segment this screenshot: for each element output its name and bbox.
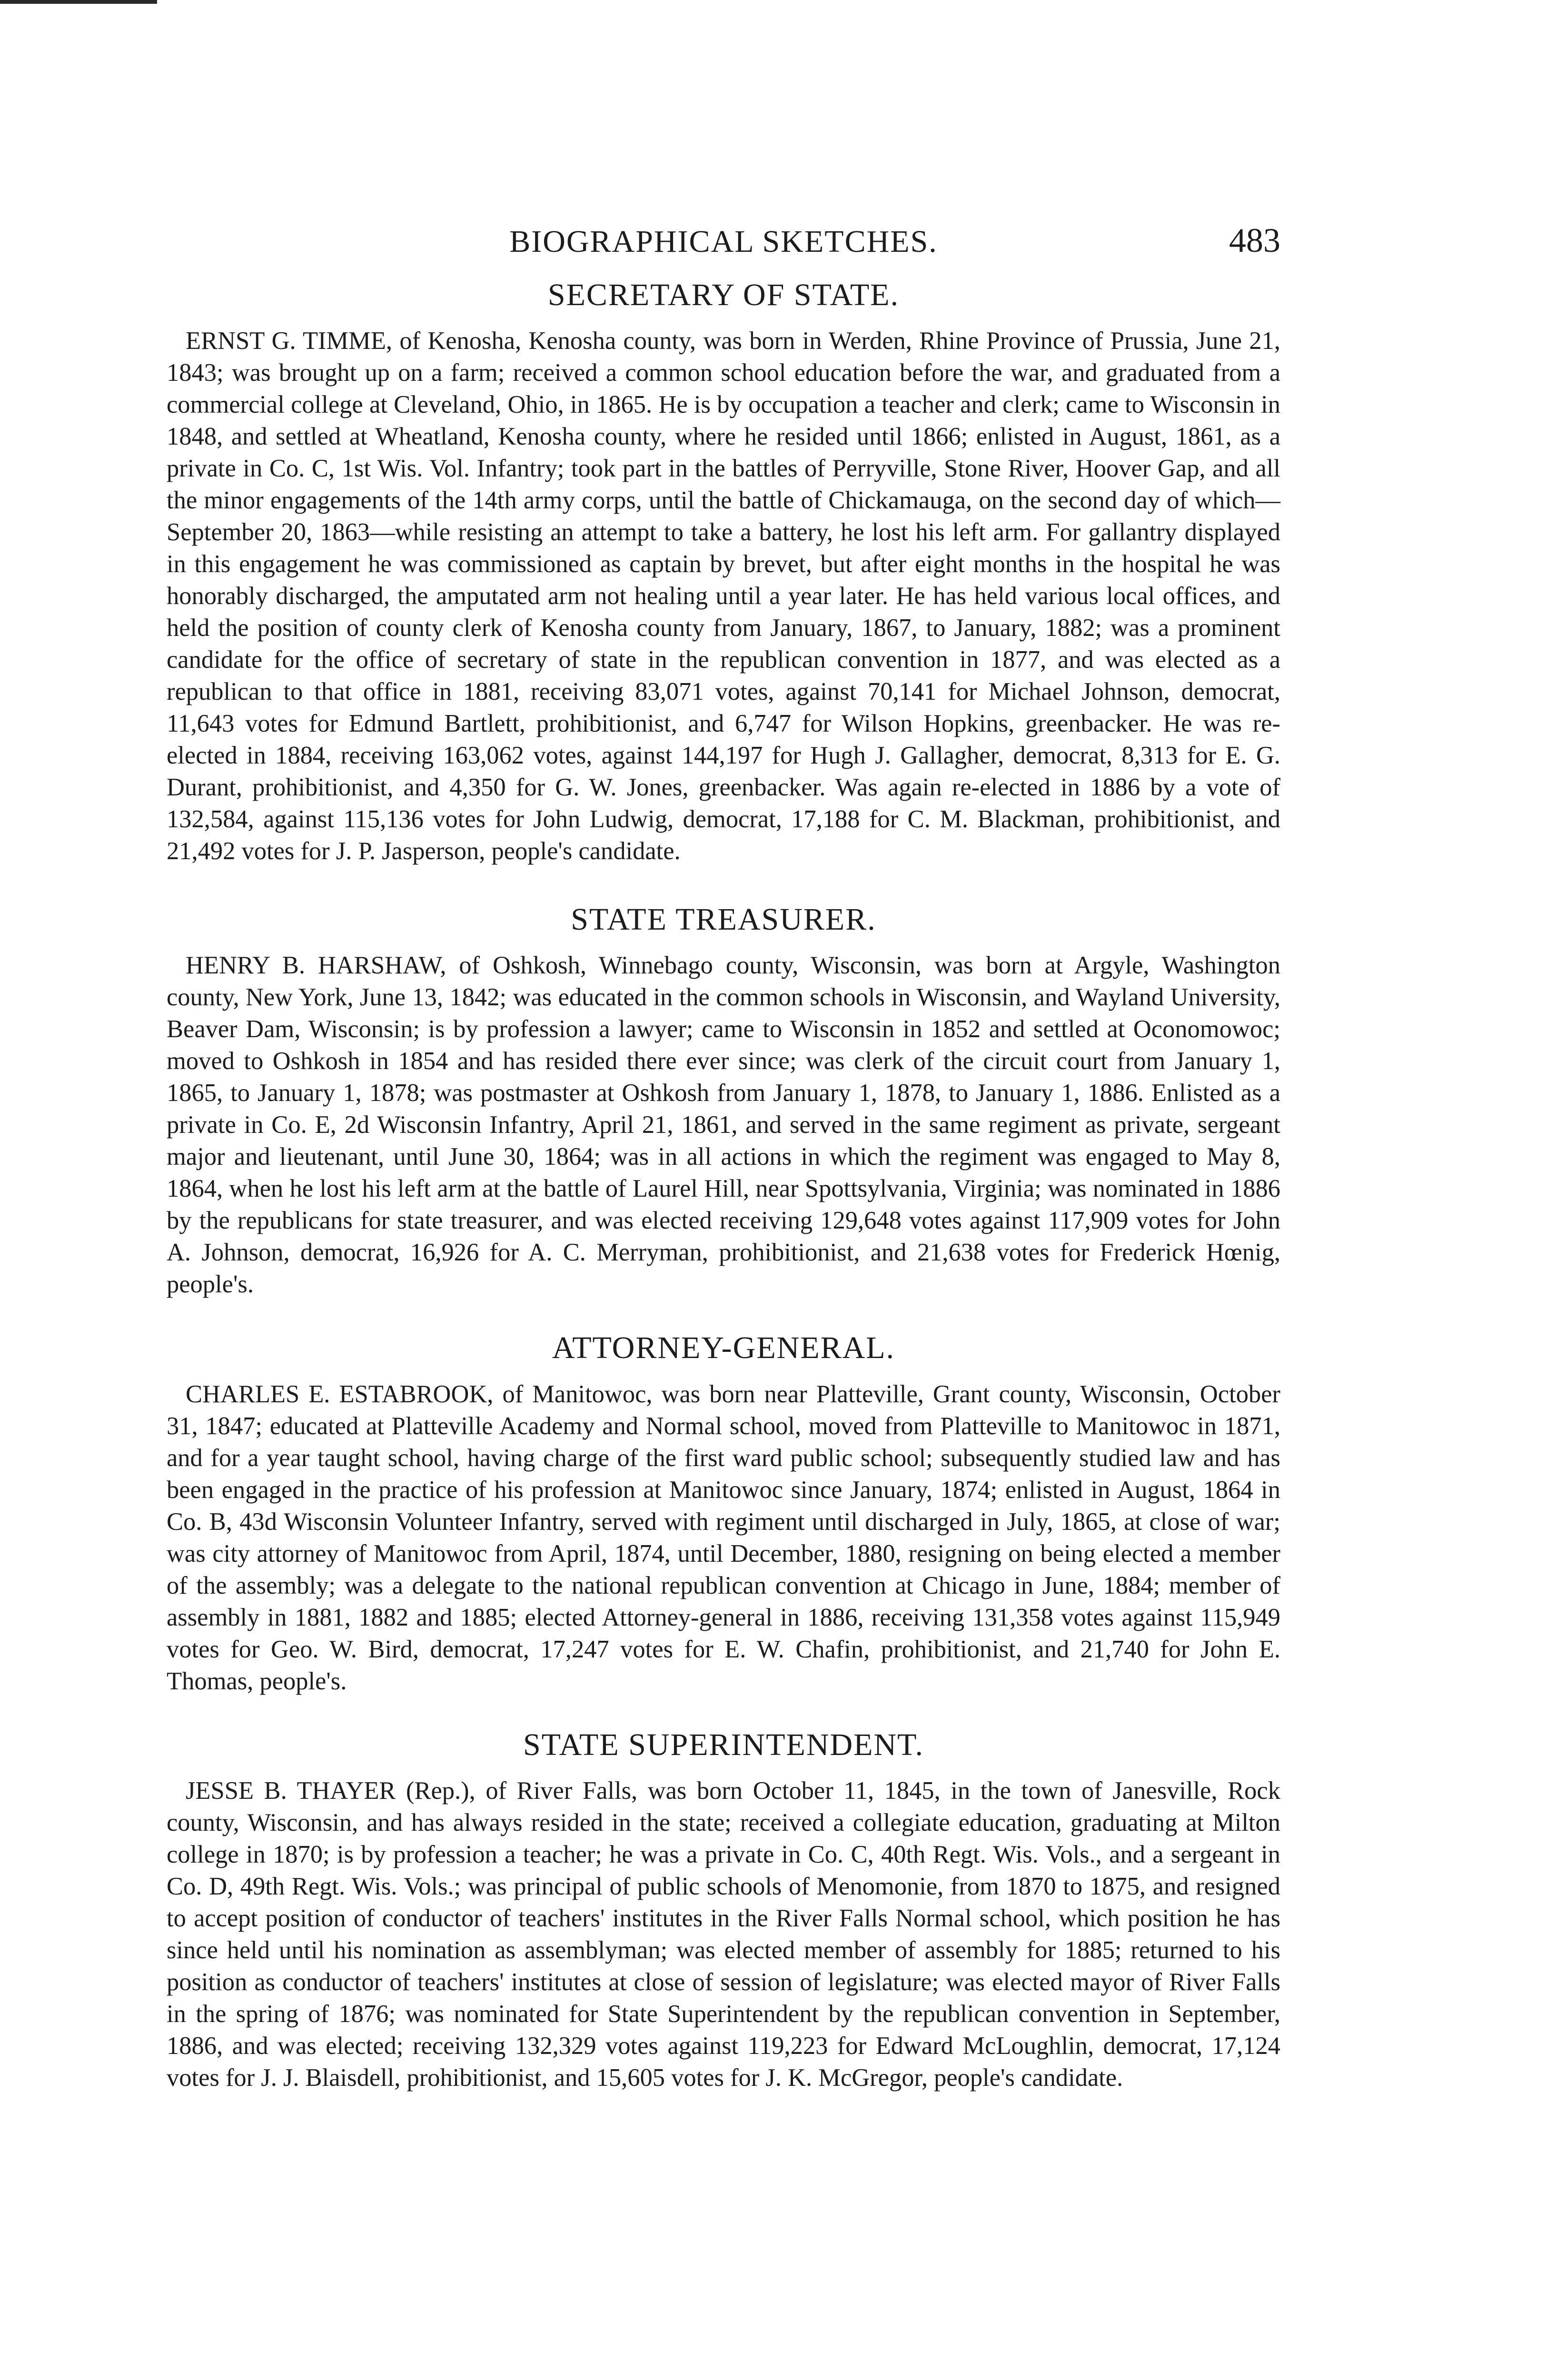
top-edge-rule xyxy=(0,0,157,4)
section-state-treasurer xyxy=(167,901,1280,1300)
running-header xyxy=(167,221,1280,276)
section-heading: STATE TREASURER. xyxy=(571,902,876,937)
page-number: 483 xyxy=(1229,221,1280,259)
section-body: HENRY B. HARSHAW, of Oshkosh, Winnebago county, Wisconsin, was born at Argyle, Washington county, New York, June 13, 1842; was educated in the common schools in Wisconsin, and Wayland University, Beaver Dam, Wisconsin; is by profession a lawyer; came to Wisconsin in 1852 and settled at Oconomowoc; moved to Oshkosh in 1854 and has resided there ever since; was clerk of the circuit court from January 1, 1865, to January 1, 1878; was postmaster at Oshkosh from January 1, 1878, to January 1, 1886. Enlisted as a private in Co. E, 2d Wisconsin Infantry, April 21, 1861, and served in the same regiment as private, sergeant major and lieutenant, until June 30, 1864; was in all actions in which the regiment was engaged to May 8, 1864, when he lost his left arm at the battle of Laurel Hill, near Spottsylvania, Virginia; was nominated in 1886 by the republicans for state treasurer, and was elected receiving 129,648 votes against 117,909 votes for John A. Johnson, democrat, 16,926 for A. C. Merryman, prohibitionist, and 21,638 votes for Frederick Hœnig, people's. xyxy=(167,952,1280,1299)
section-heading: SECRETARY OF STATE. xyxy=(547,278,900,312)
section-attorney-general xyxy=(167,1329,1280,1697)
section-heading: ATTORNEY-GENERAL. xyxy=(552,1330,895,1366)
section-body: CHARLES E. ESTABROOK, of Manitowoc, was born near Platteville, Grant county, Wisconsin, October 31, 1847; educated at Platteville Academy and Normal school, moved from Platteville to Manitowoc in 1871, and for a year taught school, having charge of the first ward public school; subsequently studied law and has been engaged in the practice of his profession at Manitowoc since January, 1874; enlisted in August, 1864 in Co. B, 43d Wisconsin Volunteer Infantry, served with regiment until discharged in July, 1865, at close of war; was city attorney of Manitowoc from April, 1874, until December, 1880, resigning on being elected a member of the assembly; was a delegate to the national republican convention at Chicago in June, 1884; member of assembly in 1881, 1882 and 1885; elected Attorney-general in 1886, receiving 131,358 votes against 115,949 votes for Geo. W. Bird, democrat, 17,247 votes for E. W. Chafin, prohibitionist, and 21,740 for John E. Thomas, people's. xyxy=(167,1380,1280,1695)
section-secretary-of-state xyxy=(167,276,1280,867)
running-title: BIOGRAPHICAL SKETCHES. xyxy=(509,224,938,259)
section-body: ERNST G. TIMME, of Kenosha, Kenosha county, was born in Werden, Rhine Province of Prussia, June 21, 1843; was brought up on a farm; received a common school education before the war, and graduated from a commercial college at Cleveland, Ohio, in 1865. He is by occupation a teacher and clerk; came to Wisconsin in 1848, and settled at Wheatland, Kenosha county, where he resided until 1866; enlisted in August, 1861, as a private in Co. C, 1st Wis. Vol. Infantry; took part in the battles of Perryville, Stone River, Hoover Gap, and all the minor engagements of the 14th army corps, until the battle of Chickamauga, on the second day of which—September 20, 1863—while resisting an attempt to take a battery, he lost his left arm. For gallantry displayed in this engagement he was commissioned as captain by brevet, but after eight months in the hospital he was honorably discharged, the amputated arm not healing until a year later. He has held various local offices, and held the position of county clerk of Kenosha county from January, 1867, to January, 1882; was a prominent candidate for the office of secretary of state in the republican convention in 1877, and was elected as a republican to that office in 1881, receiving 83,071 votes, against 70,141 for Michael Johnson, democrat, 11,643 votes for Edmund Bartlett, prohibitionist, and 6,747 for Wilson Hopkins, greenbacker. He was re-elected in 1884, receiving 163,062 votes, against 144,197 for Hugh J. Gallagher, democrat, 8,313 for E. G. Durant, prohibitionist, and 4,350 for G. W. Jones, greenbacker. Was again re-elected in 1886 by a vote of 132,584, against 115,136 votes for John Ludwig, democrat, 17,188 for C. M. Blackman, prohibitionist, and 21,492 votes for J. P. Jasperson, people's candidate. xyxy=(167,327,1280,865)
section-heading: STATE SUPERINTENDENT. xyxy=(523,1727,924,1762)
book-page xyxy=(167,221,1280,2094)
section-state-superintendent xyxy=(167,1726,1280,2094)
section-body: JESSE B. THAYER (Rep.), of River Falls, was born October 11, 1845, in the town of Janesville, Rock county, Wisconsin, and has always resided in the state; received a collegiate education, graduating at Milton college in 1870; is by profession a teacher; he was a private in Co. C, 40th Regt. Wis. Vols., and a sergeant in Co. D, 49th Regt. Wis. Vols.; was principal of public schools of Menomonie, from 1870 to 1875, and resigned to accept position of conductor of teachers' institutes in the River Falls Normal school, which position he has since held until his nomination as assemblyman; was elected member of assembly for 1885; returned to his position as conductor of teachers' institutes at close of session of legislature; was elected mayor of River Falls in the spring of 1876; was nominated for State Superintendent by the republican convention in September, 1886, and was elected; receiving 132,329 votes against 119,223 for Edward McLoughlin, democrat, 17,124 votes for J. J. Blaisdell, prohibitionist, and 15,605 votes for J. K. McGregor, people's candidate. xyxy=(167,1776,1280,2092)
